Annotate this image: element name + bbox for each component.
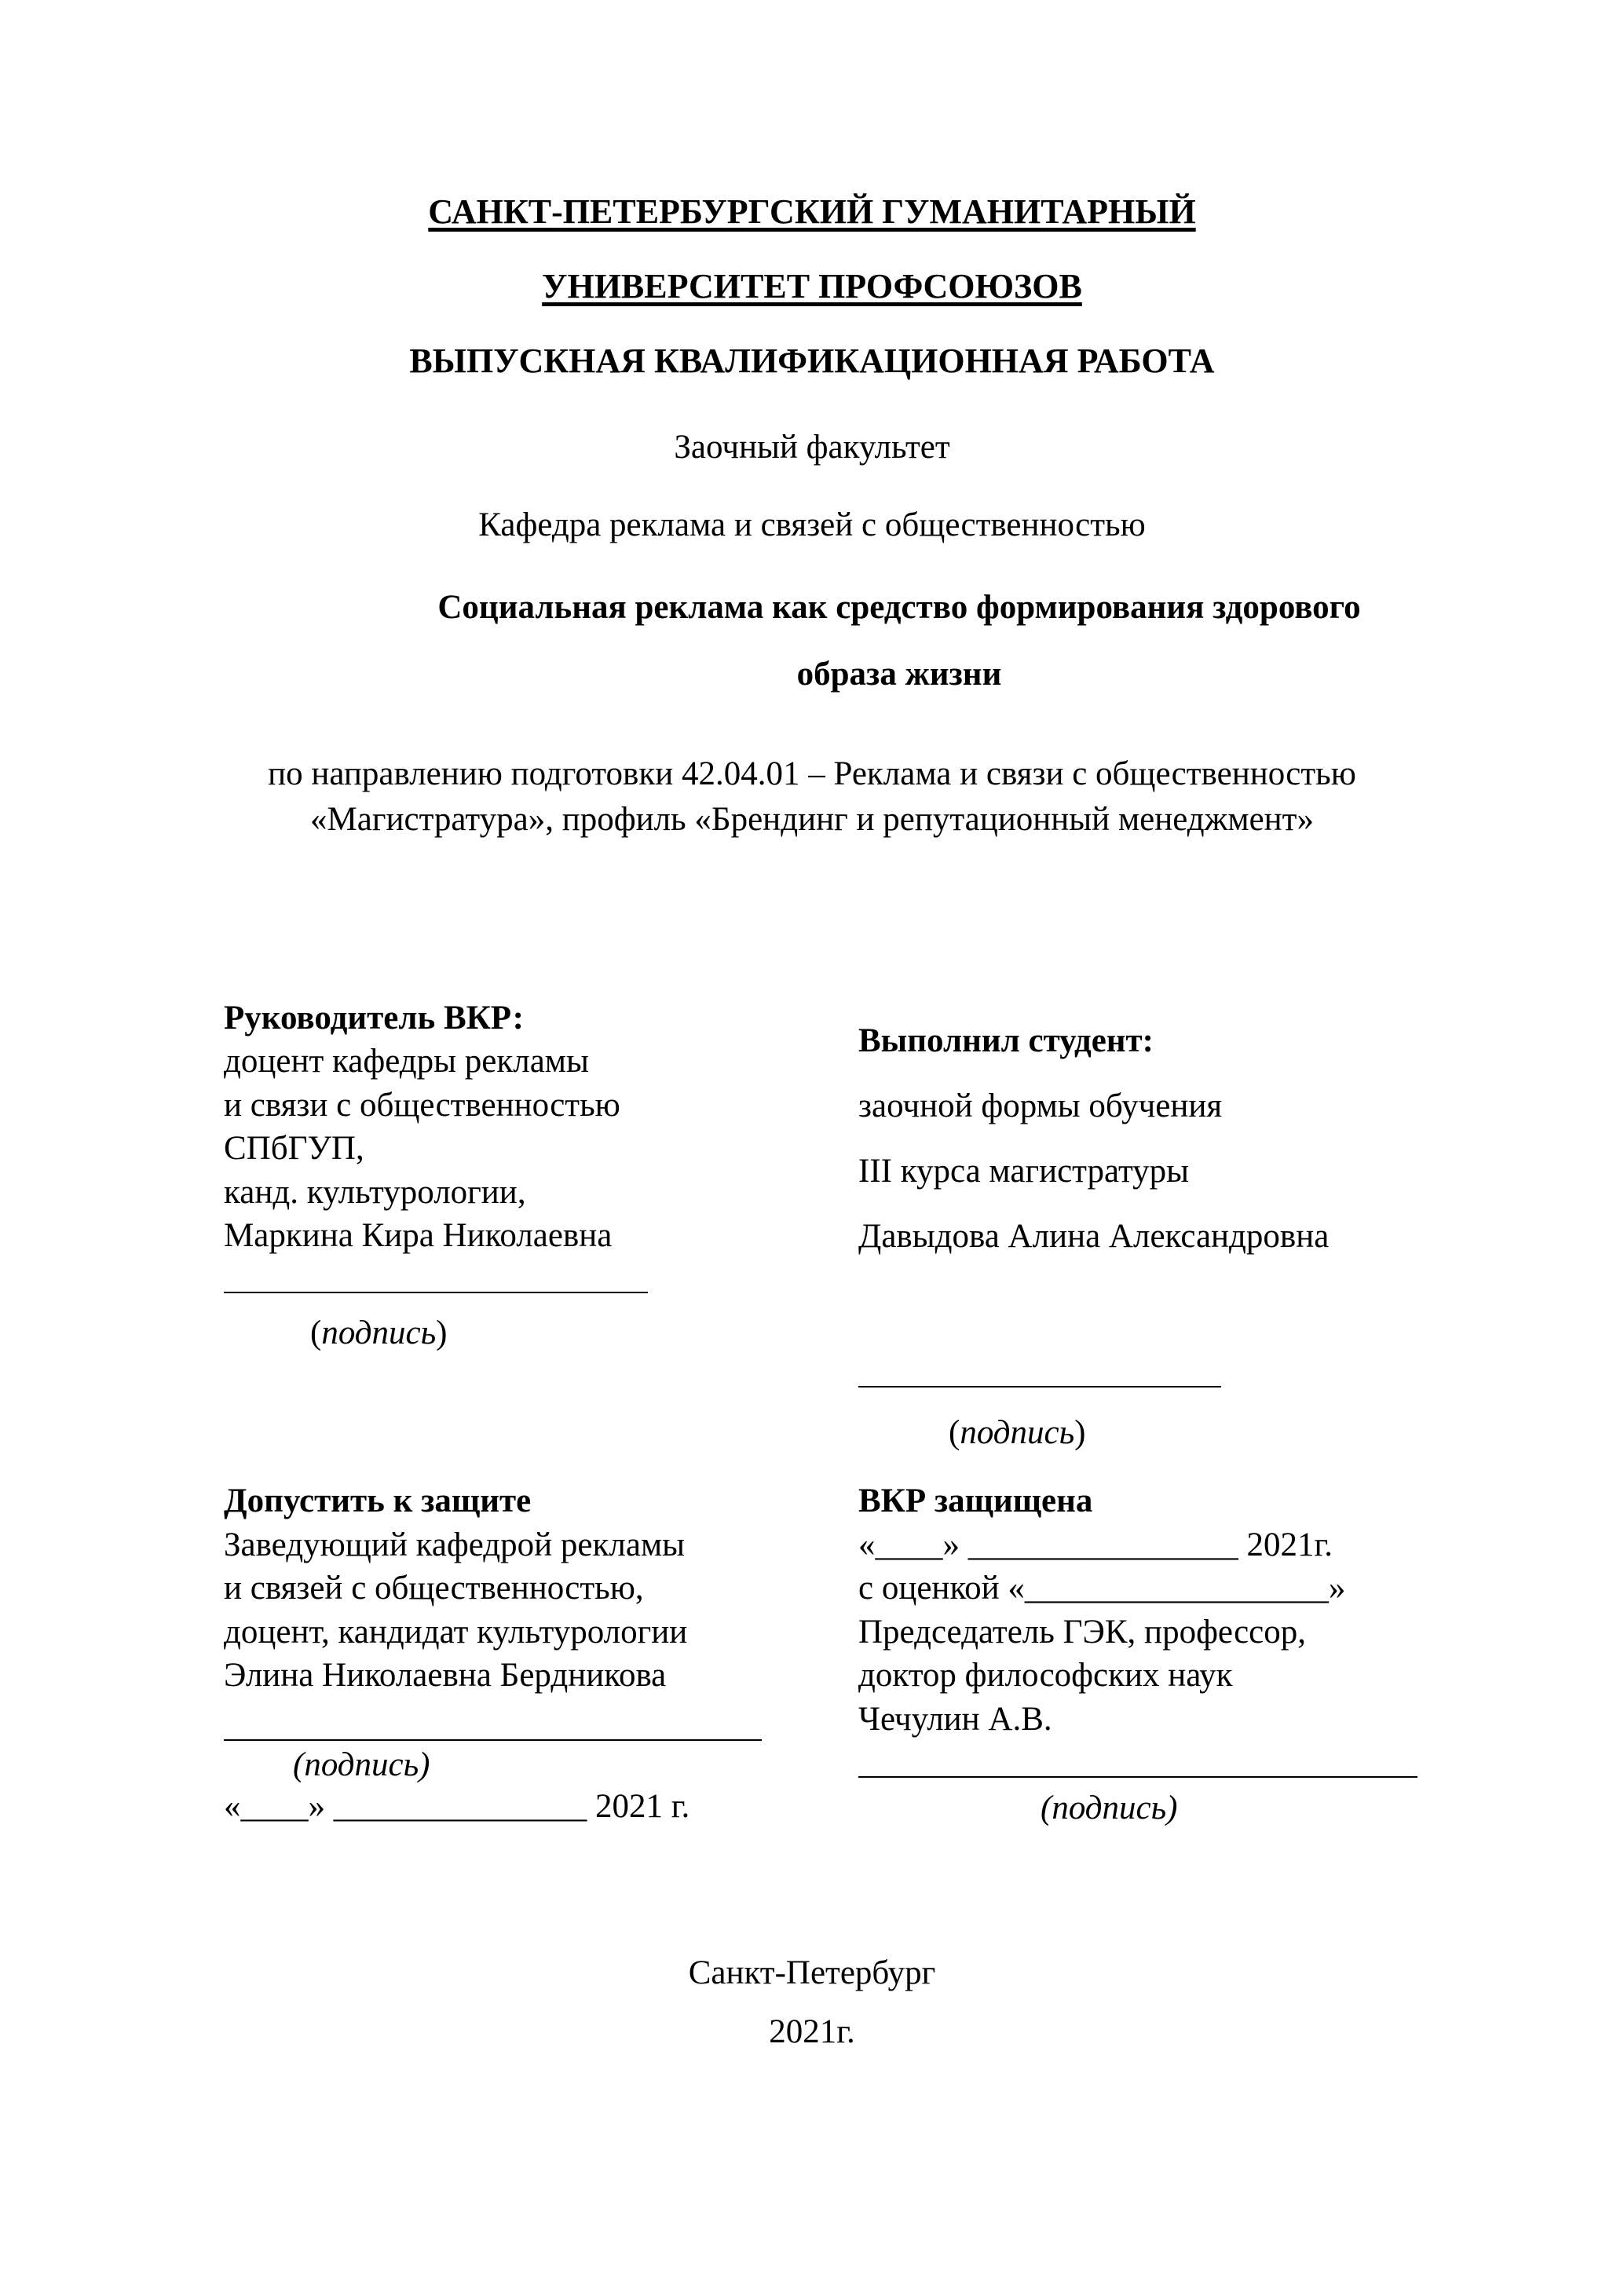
supervisor-heading: Руководитель ВКР: — [224, 1000, 524, 1036]
supervisor-name: Маркина Кира Николаевна — [224, 1217, 613, 1254]
student-name: Давыдова Алина Александровна — [858, 1218, 1330, 1255]
admission-head-name: Элина Николаевна Бердникова — [224, 1657, 667, 1694]
defense-chair-name: Чечулин А.В. — [858, 1701, 1052, 1738]
defense-line: Председатель ГЭК, профессор, — [858, 1614, 1307, 1651]
supervisor-line: СПбГУП, — [224, 1130, 364, 1167]
admission-line: Заведующий кафедрой рекламы — [224, 1526, 686, 1563]
student-signature-line[interactable] — [858, 1386, 1221, 1387]
work-type-heading: ВЫПУСКНАЯ КВАЛИФИКАЦИОННАЯ РАБОТА — [409, 342, 1215, 380]
admission-line: и связей с общественностью, — [224, 1570, 644, 1607]
thesis-title-line1: Социальная реклама как средство формирования здорового — [437, 589, 1361, 626]
defense-date-line[interactable]: «____» ________________ 2021г. — [858, 1526, 1333, 1563]
signature-label: подпись — [960, 1414, 1075, 1451]
admission-date-line[interactable]: «____» _______________ 2021 г. — [224, 1788, 690, 1825]
defense-signature-line[interactable] — [858, 1776, 1417, 1778]
defense-line: доктор философских наук — [858, 1657, 1233, 1694]
faculty-label: Заочный факультет — [674, 429, 950, 466]
paren-close: ) — [436, 1314, 448, 1351]
defense-grade-line[interactable]: с оценкой «__________________» — [858, 1570, 1346, 1607]
thesis-title-line2: образа жизни — [796, 656, 1002, 693]
student-line: III курса магистратуры — [858, 1153, 1190, 1190]
admission-signature-caption: (подпись) — [293, 1746, 430, 1783]
direction-line2: «Магистратура», профиль «Брендинг и репутационный менеджмент» — [310, 801, 1314, 838]
direction-line1: по направлению подготовки 42.04.01 – Реклама и связи с общественностью — [268, 755, 1356, 792]
supervisor-line: и связи с общественностью — [224, 1087, 620, 1124]
footer-year: 2021г. — [769, 2013, 855, 2050]
paren-close: ) — [1074, 1414, 1086, 1451]
university-name-line2: УНИВЕРСИТЕТ ПРОФСОЮЗОВ — [542, 267, 1082, 305]
signature-label: подпись — [321, 1314, 437, 1351]
defense-heading: ВКР защищена — [858, 1483, 1093, 1519]
defense-signature-caption: (подпись) — [1041, 1790, 1178, 1826]
paren-open: ( — [310, 1314, 322, 1351]
footer-city: Санкт-Петербург — [688, 1954, 936, 1991]
department-label: Кафедра реклама и связей с общественностью — [478, 506, 1146, 543]
admission-signature-line[interactable] — [224, 1739, 762, 1741]
supervisor-signature-line[interactable] — [224, 1292, 648, 1293]
student-line: заочной формы обучения — [858, 1088, 1223, 1124]
university-name-line1: САНКТ-ПЕТЕРБУРГСКИЙ ГУМАНИТАРНЫЙ — [428, 192, 1196, 231]
admission-heading: Допустить к защите — [224, 1483, 532, 1519]
paren-open: ( — [949, 1414, 960, 1451]
admission-line: доцент, кандидат культурологии — [224, 1614, 688, 1651]
supervisor-signature-caption — [310, 1316, 448, 1350]
student-heading: Выполнил студент: — [858, 1022, 1154, 1059]
supervisor-line: доцент кафедры рекламы — [224, 1043, 589, 1080]
student-signature-caption — [949, 1416, 1086, 1450]
supervisor-line: канд. культурологии, — [224, 1174, 526, 1211]
